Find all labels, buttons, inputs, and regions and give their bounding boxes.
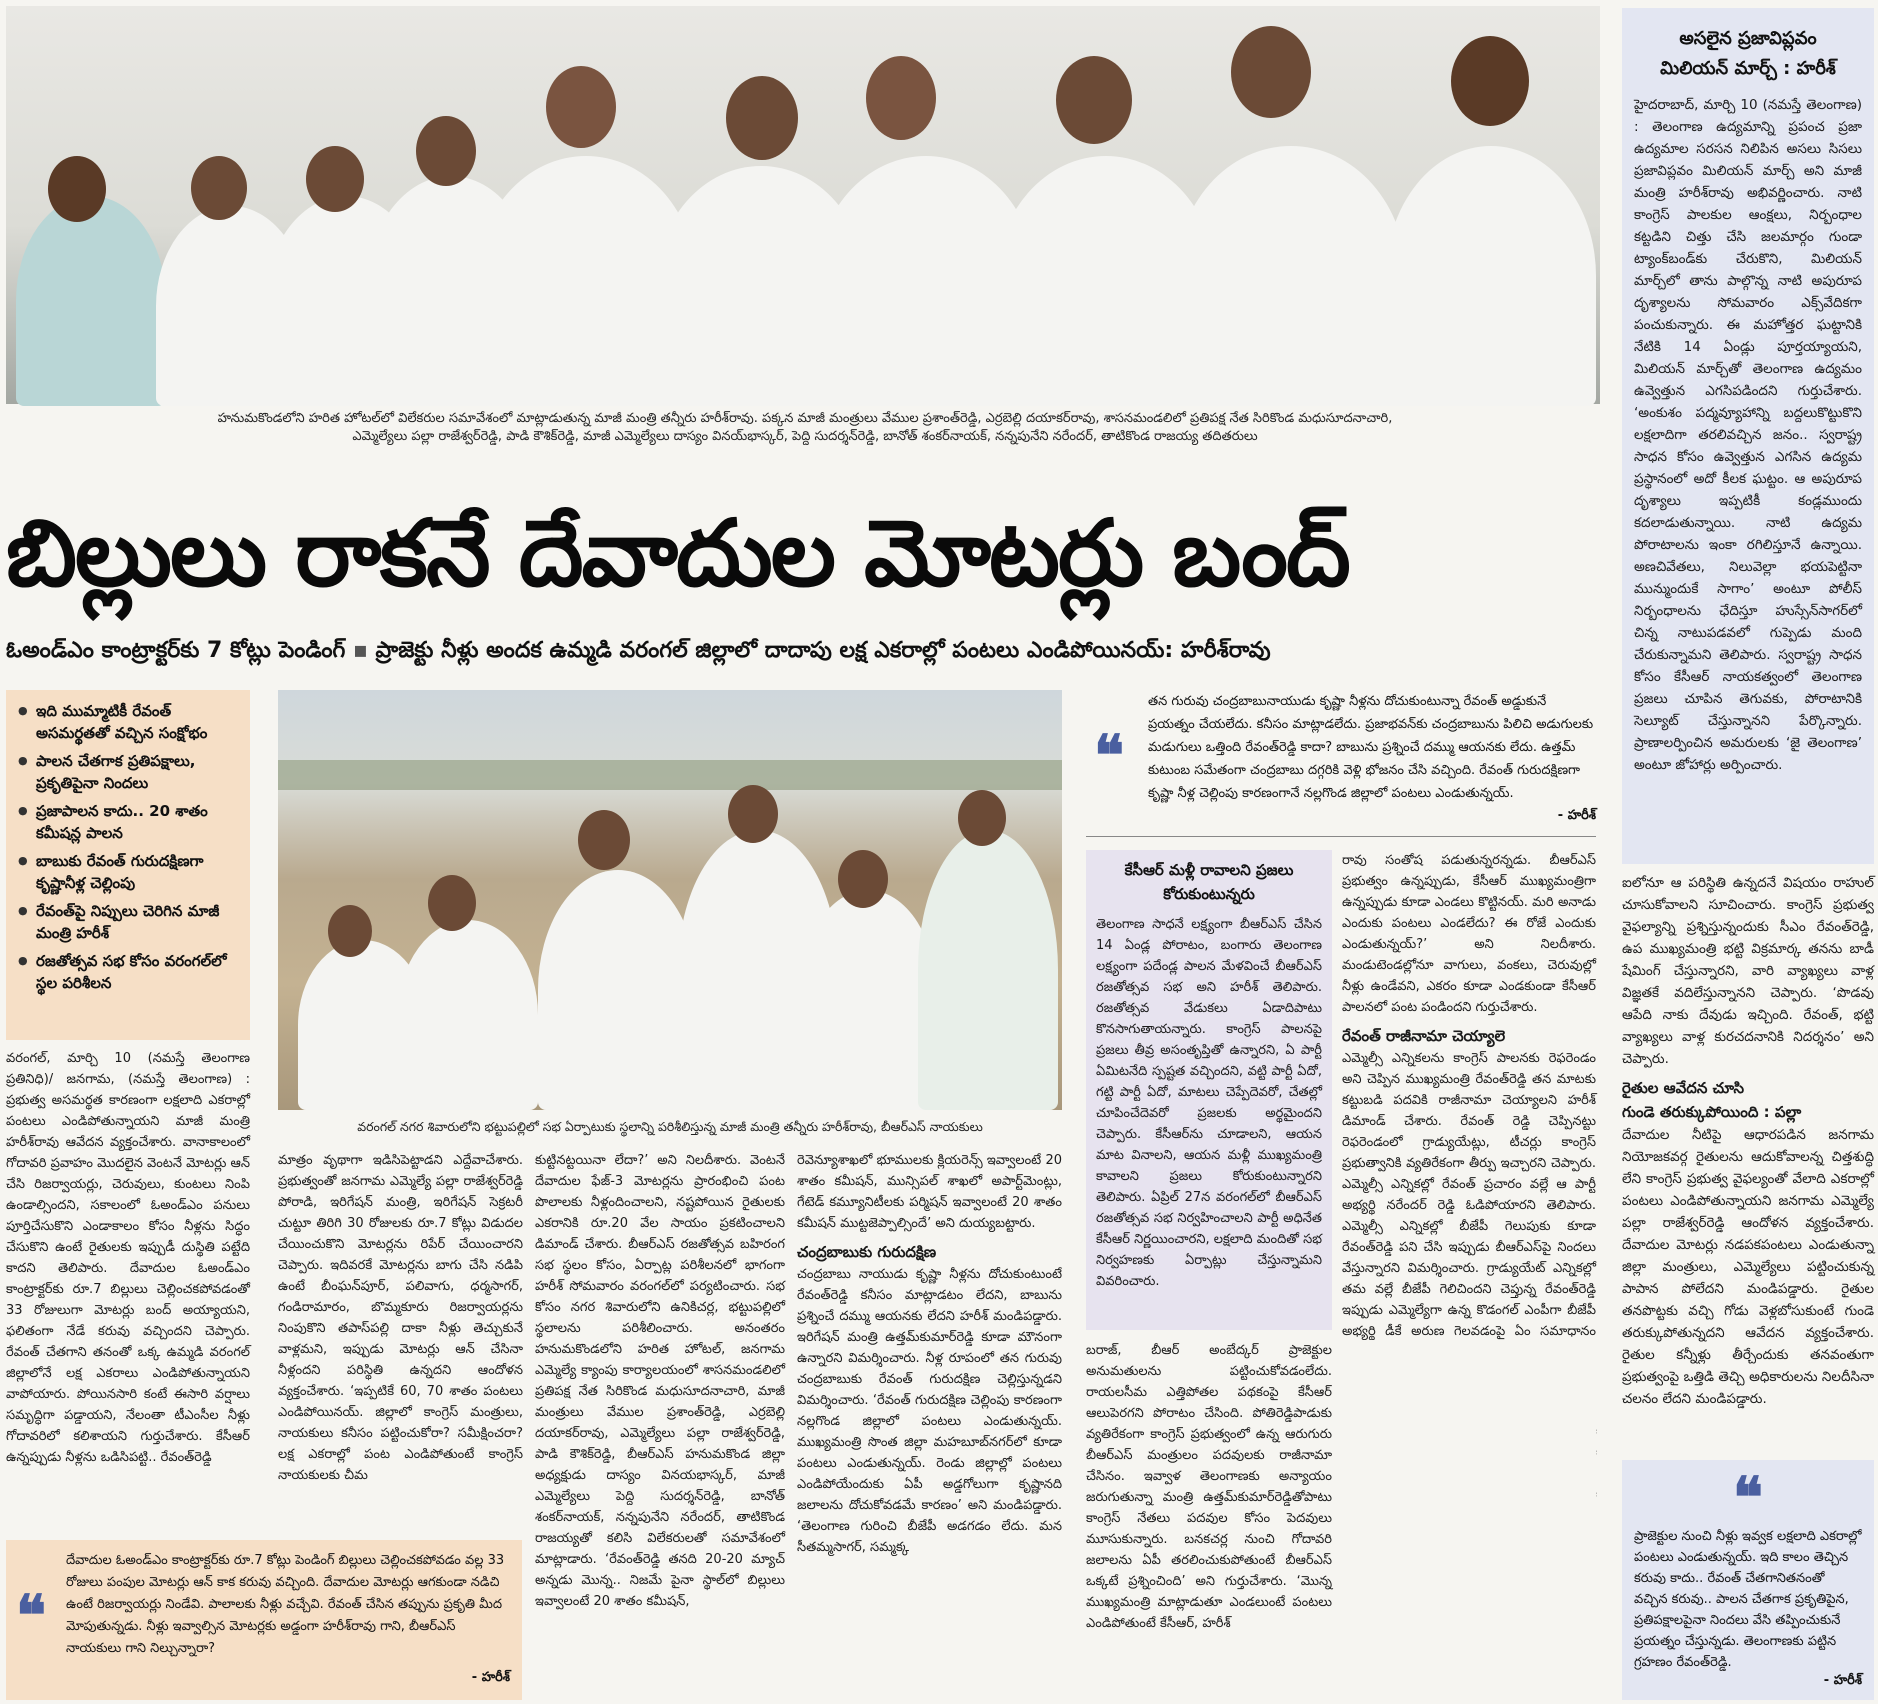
highlight-item: ● పాలన చేతగాక ప్రతిపక్షాలు, ప్రకృతిపైనా నిందలు xyxy=(18,750,242,794)
quote-signature-bottom-right: - హరీశ్ xyxy=(1823,1673,1862,1688)
quote-box-top xyxy=(1086,690,1596,830)
right-column-para-2: దేవాదుల నీటిపై ఆధారపడిన జనగామ నియోజకవర్గ రైతులను ఆదుకోవాలన్న చిత్తశుద్ధి లేని కాంగ్రెస్ ప్రభుత్వ వైఫల్యంతో వేలాది ఎకరాల్లో పంటలు ఎండిపోతున్నాయని జనగామ ఎమ్మెల్యే పల్లా రాజేశ్వర్‌రెడ్డి ఆందోళన వ్యక్తంచేశారు. దేవాదుల మోటర్లు నడపకపంటలు ఎండుతున్నా జిల్లా మంత్రులు, ఎమ్మెల్యేలు పట్టించుకున్న పాపాన పోలేదని మండిపడ్డారు. రైతుల తనపొట్టకు వచ్చి గోడు వెళ్లబోసుకుంటే గుండె తరుక్కుపోతున్నదని ఆవేదన వ్యక్తంచేశారు. రైతుల కన్నీళ్లు తీర్చేందుకు తనవంతుగా ప్రభుత్వంపై ఒత్తిడి తెచ్చి అధికారులను నిలదీసినా చలనం లేదని మండిపడ్డారు. xyxy=(1622,1127,1874,1407)
sidebar-body: హైదరాబాద్, మార్చి 10 (నమస్తే తెలంగాణ) : తెలంగాణ ఉద్యమాన్ని ప్రపంచ ప్రజా ఉద్యమాల సరసన నిలిపిన అసలు సిసలు ప్రజావిప్లవం మిలియన్ మార్చ్ అని మాజీ మంత్రి హరీశ్‌రావు అభివర్ణించారు. నాటి కాంగ్రెస్ పాలకుల ఆంక్షలు, నిర్బంధాల కట్టడిని చిత్తు చేసి జలమార్గం గుండా ట్యాంక్‌బండ్‌కు చేరుకొని, మిలియన్ మార్చ్‌లో తాను పాల్గొన్న నాటి అపురూప దృశ్యాలను సోమవారం ఎక్స్‌వేదికగా పంచుకున్నారు. ఈ మహోత్తర ఘట్టానికి నేటికి 14 ఏండ్లు పూర్తయ్యాయని, మిలియన్ మార్చ్‌తో తెలంగాణ ఉద్యమం ఉవ్వెత్తున ఎగసిపడిందని గుర్తుచేశారు. ‘అంకుశం పద్మవ్యూహాన్ని బద్దలుకొట్టుకొని లక్షలాదిగా తరలివచ్చిన జనం.. స్వరాష్ట్ర సాధన కోసం ఉవ్వెత్తున ఎగసిన ఉద్యమ ప్రస్థానంలో అదో కీలక ఘట్టం. ఆ అపురూప దృశ్యాలు ఇప్పటికీ కండ్లముందు కదలాడుతున్నాయి. నాటి ఉద్యమ పోరాటాలను ఇంకా రగిలిస్తూనే ఉన్నాయి. అణచివేతలు, నిలువెల్లా భయపెట్టినా మున్ముందుకే సాగాం’ అంటూ పోలీస్ నిర్బంధాలను ఛేదిస్తూ హుస్సేన్‌సాగర్‌లో చిన్న నాటుపడవలో గుప్పెడు మంది చేరుకున్నామని తెలిపారు. స్వరాష్ట్ర సాధన కోసం కేసీఆర్ నాయకత్వంలో తెలంగాణ ప్రజలు చూపిన తెగువకు, పోరాటానికి సెల్యూట్ చేస్తున్నానని పేర్కొన్నారు. ప్రాణాలర్పించిన అమరులకు ‘జై తెలంగాణ’ అంటూ జోహార్లు అర్పించారు. xyxy=(1634,97,1862,773)
quote-box-bottom-right xyxy=(1622,1460,1874,1700)
quote-text-bottom-left: దేవాదుల ఓఅండ్ఎం కాంట్రాక్టర్‌కు రూ.7 కోట్లు పెండింగ్ బిల్లులు చెల్లించకపోవడం వల్ల 33 రోజులు పంపుల మోటర్లు ఆన్ కాక కరువు వచ్చింది. దేవాదుల మోటర్లు ఆగకుండా నడిచి ఉంటే రిజర్వాయర్లు నిండేవి. పాలాలకు నీళ్లు వచ్చేవి. రేవంత్ చేసిన తప్పును ప్రకృతి మీద మోపుతున్నడు. నీళ్లు ఇవ్వాల్సిన మోటర్లకు అడ్డంగా హరీశ్‌రావు గాని, బీఆర్‌ఎస్ నాయకులు గాని నిల్చున్నారా? xyxy=(66,1553,505,1656)
quote-text-bottom-right: ప్రాజెక్టుల నుంచి నీళ్లు ఇవ్వక లక్షలాది ఎకరాల్లో పంటలు ఎండుతున్నయ్. ఇది కాలం తెచ్చిన కరువు కాదు.. రేవంత్ చేతగానితనంతో వచ్చిన కరువు.. పాలన చేతగాక ప్రకృతిపైన, ప్రతిపక్షాలపైనా నిందలు వేసి తప్పించుకునే ప్రయత్నం చేస్తున్నడు. తెలంగాణకు పట్టిన గ్రహణం రేవంత్‌రెడ్డి. xyxy=(1634,1529,1862,1670)
top-news-photo xyxy=(6,6,1600,404)
sidebar-title xyxy=(1634,24,1862,84)
sidebar-title-line2: మిలియన్ మార్చ్ : హరీశ్ xyxy=(1660,58,1836,79)
column-4-para-2: చంద్రబాబు నాయుడు కృష్ణా నీళ్లను దోచుకుంటుంటే రేవంత్‌రెడ్డి కనీసం మాట్లాడటం లేదని, బాబును ప్రశ్నించే దమ్ము ఆయనకు లేదని హరీశ్ మండిపడ్డారు. ఇరిగేషన్ మంత్రి ఉత్తమ్‌కుమార్‌రెడ్డి కూడా మౌనంగా ఉన్నారని విమర్శించారు. నీళ్ల రూపంలో తన గురువు చంద్రబాబుకు రేవంత్ గురుదక్షిణ చెల్లిస్తున్నడని విమర్శించారు. ‘రేవంత్ గురుదక్షిణ చెల్లింపు కారణంగా నల్లగొండ జిల్లాలో పంటలు ఎండుతున్నయ్. ముఖ్యమంత్రి సొంత జిల్లా మహబూబ్‌నగర్‌లో కూడా పంటలు ఎండుతున్నయ్. రెండు జిల్లాల్లో పంటలు ఎండిపోయేందుకు ఏపీ అడ్డగోలుగా కృష్ణానది జలాలను దోచుకోవడమే కారణం’ అని మండిపడ్డారు. ‘తెలంగాణ గురించి బీజేపీ అడగడం లేదు. మన సీతమ్మసాగర్, సమ్మక్క xyxy=(797,1267,1062,1555)
right-subhead-line1: రైతుల ఆవేదన చూసి xyxy=(1622,1079,1745,1097)
subheadline-part-b: ప్రాజెక్టు నీళ్లు అందక ఉమ్మడి వరంగల్ జిల్లాలో దాదాపు లక్ష ఎకరాల్లో పంటలు ఎండిపోయినయ్: హరీశ్‌రావు xyxy=(375,638,1271,663)
top-photo-caption-line2: ఎమ్మెల్యేలు పల్లా రాజేశ్వర్‌రెడ్డి, పాడి కౌశిక్‌రెడ్డి, మాజీ ఎమ్మెల్యేలు దాస్యం వినయ్‌భాస్కర్, పెద్ది సుదర్శన్‌రెడ్డి, బానోత్ శంకర్‌నాయక్, నన్నపునేని నరేందర్, తాటికొండ రాజయ్య తదితరులు xyxy=(352,429,1258,444)
subheadline xyxy=(6,636,1600,672)
highlight-item: ● రేవంత్‌పై నిప్పులు చెరిగిన మాజీ మంత్రి హరీశ్ xyxy=(18,900,242,944)
highlight-item: ● రజతోత్సవ సభ కోసం వరంగల్‌లో స్థల పరిశీలన xyxy=(18,950,242,994)
column-3: కుట్టినట్టయినా లేదా?’ అని నిలదీశారు. వెంటనే దేవాదుల ఫేజ్-3 మోటర్లను ప్రారంభించి పంట పొలాలకు నీళ్లందించాలని, నష్టపోయిన రైతులకు ఎకరానికి రూ.20 వేల సాయం ప్రకటించాలని డిమాండ్ చేశారు. బీఆర్‌ఎస్ రజతోత్సవ బహిరంగ సభ స్థలం కోసం, ఏర్పాట్ల పరిశీలనలో భాగంగా హరీశ్ సోమవారం వరంగల్‌లో పర్యటించారు. సభ కోసం నగర శివారులోని ఉనికిచర్ల, భట్టుపల్లిలో స్థలాలను పరిశీలించారు. అనంతరం హనుమకొండలోని హరిత హోటల్, జనగామ ఎమ్మెల్యే క్యాంపు కార్యాలయంలో శాసనమండలిలో ప్రతిపక్ష నేత సిరికొండ మధుసూదనాచారి, మాజీ మంత్రులు వేముల ప్రశాంత్‌రెడ్డి, ఎర్రబెల్లి దయాకర్‌రావు, ఎమ్మెల్యేలు పల్లా రాజేశ్వర్‌రెడ్డి, పాడి కౌశిక్‌రెడ్డి, బీఆర్‌ఎస్ హనుమకొండ జిల్లా అధ్యక్షుడు దాస్యం వినయభాస్కర్, మాజీ ఎమ్మెల్యేలు పెద్ది సుదర్శన్‌రెడ్డి, బానోత్ శంకర్‌నాయక్, నన్నపునేని నరేందర్, తాటికొండ రాజయ్యతో కలిసి విలేకరులతో సమావేశంలో మాట్లాడారు. ‘రేవంత్‌రెడ్డి తనది 20-20 మ్యాచ్ అన్నడు మొన్న.. నిజమే పైనా స్థాల్‌లో బిల్లులు ఇవ్వాలంటే 20 శాతం కమీషన్, xyxy=(535,1153,785,1609)
quote-icon: ❝ xyxy=(1732,1465,1764,1531)
headline: బిల్లులు రాకనే దేవాదుల మోటర్లు బంద్ xyxy=(6,500,1349,607)
column-5-para: రావు సంతోష పడుతున్నరన్నడు. బీఆర్‌ఎస్ ప్రభుత్వం ఉన్నప్పుడు, కేసీఆర్ ముఖ్యమంత్రిగా ఉన్నప్పుడు కూడా ఎండలు కొట్టినయ్. మరి అనాడు ఎందుకు పంటలు ఎండలేదు? ఈ రోజే ఎందుకు ఎండుతున్నయ్?’ అని నిలదీశారు. మండుటెండల్లోనూ వాగులు, వంకలు, చెరువుల్లో నీళ్లు ఉండేవని, ఎకరం కూడా ఎండకుండా కేసీఆర్ పాలనలో పంట పండిందని గుర్తుచేశారు. xyxy=(1342,853,1596,1015)
quote-icon: ❝ xyxy=(1094,723,1125,789)
column-2: మాత్రం వృథాగా ఇడిసిపెట్టాడని ఎద్దేవాచేశారు. ప్రభుత్వంతో జనగామ ఎమ్మెల్యే పల్లా రాజేశ్వర్‌రెడ్డి పోరాడి, ఇరిగేషన్ మంత్రి, ఇరిగేషన్ సెక్రటరీ చుట్టూ తిరిగి 30 రోజులకు రూ.7 కోట్లు విడుదల చేయించుకొని మోటర్లను రిపేర్ చేయించారని చెప్పారు. ఇదివరకే మోటర్లను బాగు చేసి నడిపి ఉంటే బీంఘన్‌పూర్, పలివాగు, ధర్మసాగర్, గండిరామారం, బొమ్మకూరు రిజర్వాయర్లను నింపుకొని తపాస్‌పల్లి దాకా నీళ్లు తెచ్చుకునే వాళ్లమని, ఇప్పుడు మోటర్లు ఆన్ చేసినా నీళ్లందని పరిస్థితి ఉన్నదని ఆందోళన వ్యక్తంచేశారు. ‘ఇప్పటికే 60, 70 శాతం పంటలు ఎండిపోయినయ్. జిల్లాలో కాంగ్రెస్ మంత్రులు, నాయకులు కనీసం పట్టించుకోరా? సమీక్షించరా? లక్ష ఎకరాల్లో పంట ఎండిపోతుంటే కాంగ్రెస్ నాయకులకు చీమ xyxy=(278,1153,523,1483)
column-4b: బరాజ్, బీఆర్ అంబేద్కర్ ప్రాజెక్టుల అనుమతులను పట్టించుకోవడంలేదు. రాయలసీమ ఎత్తిపోతల పథకంపై కేసీఆర్ ఆలుపెరగని పోరాటం చేసింది. పోతిరెడ్డిపాడుకు వ్యతిరేకంగా కాంగ్రెస్ ప్రభుత్వంలో ఉన్న ఆరుగురు బీఆర్‌ఎస్ మంత్రులం పదవులకు రాజీనామా చేసినం. ఇవ్వాళ తెలంగాణకు అన్యాయం జరుగుతున్నా మంత్రి ఉత్తమ్‌కుమార్‌రెడ్డితోపాటు కాంగ్రెస్ నేతలు పదవుల కోసం పెదవులు మూసుకున్నారు. బనకచర్ల నుంచి గోదావరి జలాలను ఏపీ తరలించుకుపోతుంటే బీఆర్‌ఎస్ ఒక్కటే ప్రశ్నించింది’ అని గుర్తుచేశారు. ‘మొన్న ముఖ్యమంత్రి మాట్లాడుతూ ఎండలుంటే పంటలు ఎండిపోతుంటే కేసీఆర్, హరీశ్ xyxy=(1086,1343,1332,1631)
column-4-para: రెవెన్యూశాఖలో భూములకు క్లియరెన్స్ ఇవ్వాలంటే 20 శాతం కమీషన్, మున్సిపల్ శాఖలో అపార్ట్‌మెంట్లు, గేటెడ్ కమ్యూనిటీలకు పర్మిషన్ ఇవ్వాలంటే 20 శాతం కమీషన్ ముట్టజెప్పాల్సిందే’ అని దుయ్యబట్టారు. xyxy=(797,1153,1062,1231)
right-column-text xyxy=(1622,872,1874,1452)
quote-box-bottom-left xyxy=(6,1540,522,1700)
right-column-para: ఐలోనూ ఆ పరిస్థితి ఉన్నదనే విషయం రాహుల్ చూసుకోవాలని సూచించారు. కాంగ్రెస్ ప్రభుత్వ వైఫల్యాన్ని ప్రశ్నిస్తున్నందుకు సీఎం రేవంత్‌రెడ్డి, ఉప ముఖ్యమంత్రి భట్టి విక్రమార్క తనను బాడీ షేమింగ్ చేస్తున్నారని, వారి వ్యాఖ్యలు వాళ్ల విజ్ఞతకే వదిలేస్తున్నానని చెప్పారు. ‘పొడవు ఆపేది నాకు దేవుడు ఇచ్చింది. రేవంత్, భట్టి వ్యాఖ్యలు వాళ్ల కురచదనానికి నిదర్శనం’ అని చెప్పారు. xyxy=(1622,875,1874,1067)
bullet-dot: ▪ xyxy=(352,638,376,663)
column-5-lower xyxy=(1342,1340,1596,1698)
top-photo-caption xyxy=(40,410,1570,458)
column-5-subhead: రేవంత్ రాజీనామా చెయ్యాలె xyxy=(1342,1027,1506,1045)
inset-title: కేసీఆర్ మళ్లీ రావాలని ప్రజలు కోరుకుంటున్నరు xyxy=(1124,861,1294,903)
quote-icon: ❝ xyxy=(16,1583,47,1649)
right-column-subhead xyxy=(1622,1076,1874,1124)
right-subhead-line2: గుండె తరుక్కుపోయింది : పల్లా xyxy=(1622,1103,1802,1121)
divider xyxy=(1086,836,1596,837)
column-4 xyxy=(797,1150,1062,1698)
highlight-item: ● ప్రజాపాలన కాదు.. 20 శాతం కమీషన్ల పాలన xyxy=(18,800,242,844)
site-inspection-photo xyxy=(278,690,1062,1110)
inset-body: తెలంగాణ సాధనే లక్ష్యంగా బీఆర్‌ఎస్ చేసిన 14 ఏండ్ల పోరాటం, బంగారు తెలంగాణ లక్ష్యంగా పదేండ్ల పాలన మేళవించే బీఆర్‌ఎస్ రజతోత్సవ సభ అని హరీశ్ తెలిపారు. రజతోత్సవ వేడుకలు ఏడాదిపాటు కొనసాగుతాయన్నారు. కాంగ్రెస్ పాలనపై ప్రజలు తీవ్ర అసంతృప్తితో ఉన్నారని, ఏ పార్టీ ఏమిటనేది స్పష్టత వచ్చిందని, వట్టి పార్టీ ఏదో, గట్టి పార్టీ ఏదో, మాటలు చెప్పేదెవరో, చేతల్లో చూపించేదెవరో ప్రజలకు అర్థమైందని చెప్పారు. కేసీఆర్‌ను చూడాలని, ఆయన మాట వినాలని, ఆయన మళ్లీ ముఖ్యమంత్రి కావాలని ప్రజలు కోరుకుంటున్నారని తెలిపారు. ఏప్రిల్ 27న వరంగల్‌లో బీఆర్‌ఎస్ రజతోత్సవ సభ నిర్వహించాలని పార్టీ అధినేత కేసీఆర్ నిర్ణయించారని, లక్షలాది మందితో సభ నిర్వహణకు ఏర్పాట్లు చేస్తున్నామని వివరించారు. xyxy=(1096,917,1322,1289)
inset-box xyxy=(1086,850,1332,1330)
column-4-subhead: చంద్రబాబుకు గురుదక్షిణ xyxy=(797,1243,937,1261)
subheadline-part-a: ఓఅండ్ఎం కాంట్రాక్టర్‌కు 7 కోట్లు పెండింగ్ xyxy=(6,638,346,663)
highlight-item: ● ఇది ముమ్మాటికీ రేవంత్ అసమర్థతతో వచ్చిన సంక్షోభం xyxy=(18,700,242,744)
site-photo-caption: వరంగల్ నగర శివారులోని భట్టుపల్లిలో సభ ఏర్పాటుకు స్థలాన్ని పరిశీలిస్తున్న మాజీ మంత్రి తన్నీరు హరీశ్‌రావు, బీఆర్‌ఎస్ నాయకులు xyxy=(357,1119,983,1134)
column-1: వరంగల్, మార్చి 10 (నమస్తే తెలంగాణ ప్రతినిధి)/ జనగామ, (నమస్తే తెలంగాణ) : ప్రభుత్వ అసమర్థత కారణంగా లక్షలాది ఎకరాల్లో పంటలు ఎండిపోతున్నాయని మాజీ మంత్రి హరీశ్‌రావు ఆవేదన వ్యక్తంచేశారు. వానాకాలంలో గోదావరి ప్రవాహం మొదలైన వెంటనే మోటర్లు ఆన్ చేసి రిజర్వాయర్లు, చెరువులు, కుంటలు నింపి ఉండాల్సిందని, సకాలంలో ఓఅండ్ఎం పనులు పూర్తిచేసుకొని ఎండాకాలం కోసం నీళ్లను సిద్ధం చేసుకొని ఉంటే రైతులకు ఇప్పుడీ దుస్థితి పట్టేది కాదని తెలిపారు. దేవాదుల ఓఅండ్ఎం కాంట్రాక్టర్‌కు రూ.7 బిల్లులు చెల్లించకపోవడంతో 33 రోజులుగా మోటర్లు బంద్ అయ్యాయని, ఫలితంగా నేడే కరువు వచ్చిందని చెప్పారు. రేవంత్ చేతగాని తనంతో ఒక్క ఉమ్మడి వరంగల్ జిల్లాలోనే లక్ష ఎకరాలు ఎండిపోతున్నాయని వాపోయారు. పోయినసారి కంటే ఈసారి వర్షాలు సమృద్ధిగా పడ్డాయని, నేలంతా టీఎంసీల నీళ్లు గోదావరిలో కలిశాయని గుర్తుచేశారు. కేసీఆర్ ఉన్నప్పుడు నీళ్లను ఒడిసిపట్టి.. రేవంత్‌రెడ్డి xyxy=(6,1051,250,1465)
highlight-item: ● బాబుకు రేవంత్ గురుదక్షిణగా కృష్ణానీళ్ల చెల్లింపు xyxy=(18,850,242,894)
quote-signature-top: - హరీశ్ xyxy=(1557,808,1596,823)
highlights-list xyxy=(18,700,242,994)
quote-signature-bottom-left: - హరీశ్ xyxy=(471,1670,510,1685)
sidebar-title-line1: అసలైన ప్రజావిప్లవం xyxy=(1679,28,1817,49)
highlights-box xyxy=(6,690,250,1040)
quote-text-top: తన గురువు చంద్రబాబునాయుడు కృష్ణా నీళ్లను దోచుకుంటున్నా రేవంత్ అడ్డుకునే ప్రయత్నం చేయలేదు. కనీసం మాట్లాడలేదు. ప్రజాభవన్‌కు చంద్రబాబును పిలిచి అడుగులకు మడుగులు ఒత్తింది రేవంత్‌రెడ్డి కాదా? బాబును ప్రశ్నించే దమ్ము ఆయనకు లేదు. ఉత్తమ్ కుటుంబ సమేతంగా చంద్రబాబు దగ్గరికి వెళ్లి భోజనం చేసి వచ్చింది. రేవంత్ గురుదక్షిణగా కృష్ణా నీళ్ల చెల్లింపు కారణంగానే నల్లగొండ జిల్లాలో పంటలు ఎండుతున్నయ్. xyxy=(1148,694,1594,801)
column-5-upper xyxy=(1342,850,1596,1339)
top-photo-caption-line1: హనుమకొండలోని హరిత హోటల్‌లో విలేకరుల సమావేశంలో మాట్లాడుతున్న మాజీ మంత్రి తన్నీరు హరీశ్‌రావు. పక్కన మాజీ మంత్రులు వేముల ప్రశాంత్‌రెడ్డి, ఎర్రబెల్లి దయాకర్‌రావు, శాసనమండలిలో ప్రతిపక్ష నేత సిరికొండ మధుసూదనాచారి, xyxy=(217,411,1393,426)
column-5-para-2: ఎమ్మెల్సీ ఎన్నికలను కాంగ్రెస్ పాలనకు రెఫరెండం అని చెప్పిన ముఖ్యమంత్రి రేవంత్‌రెడ్డి తన మాటకు కట్టుబడి పదవికి రాజీనామా చెయ్యాలని హరీశ్ డిమాండ్ చేశారు. రేవంత్ రెడ్డి చెప్పినట్టు రెఫరెండంలో గ్రాడ్యుయేట్లు, టీచర్లు కాంగ్రెస్ ప్రభుత్వానికి వ్యతిరేకంగా తీర్పు ఇచ్చారని చెప్పారు. ఎమ్మెల్సీ ఎన్నికల్లో రేవంత్ ప్రచారం వల్లే ఆ పార్టీ అభ్యర్థి నరేందర్ రెడ్డి ఓడిపోయారని తెలిపారు. ఎమ్మెల్సీ ఎన్నికల్లో బీజేపీ గెలుపుకు కూడా రేవంత్‌రెడ్డి పని చేసి ఇప్పుడు బీఆర్‌ఎస్‌పై నిందలు వేస్తున్నారని విమర్శించారు. గ్రాడ్యుయేట్ ఎన్నికల్లో తమ వల్లే బీజేపీ గెలిచిందని చెప్తున్న రేవంత్‌రెడ్డి ఇప్పుడు ఎమ్మెల్యేగా ఉన్న కొడంగల్ ఎంపీగా బీజేపీ అభ్యర్థి డీకే అరుణ గెలవడంపై ఏం సమాధానం xyxy=(1342,1051,1596,1339)
sidebar-box xyxy=(1622,8,1874,864)
